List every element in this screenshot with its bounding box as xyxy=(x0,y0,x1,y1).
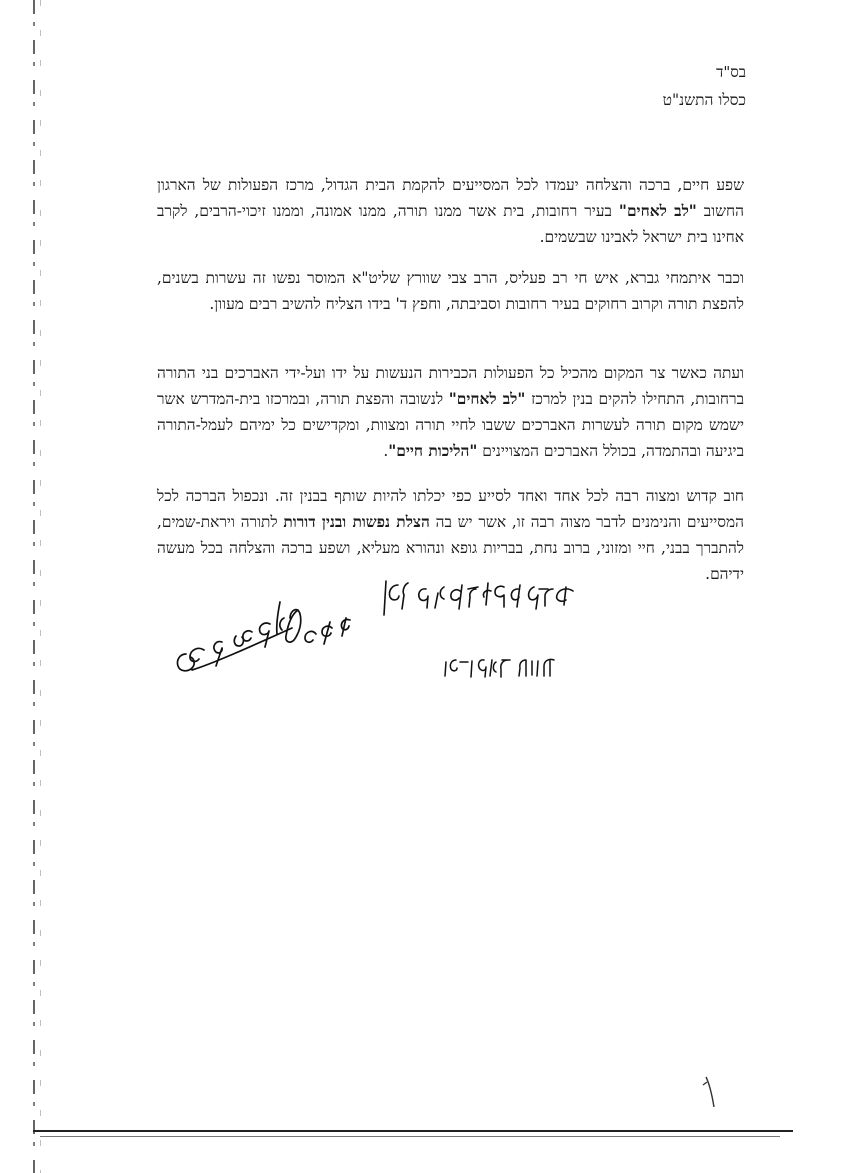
signature-3 xyxy=(172,598,358,698)
bottom-scan-line-faint xyxy=(40,1136,780,1137)
p3-text-a: ועתה כאשר צר המקום מהכיל כל הפעולות הכבירות הנעשות על ידו ועל-ידי האברכים בני התורה ברחובות, התחילו להקים בנין למרכז xyxy=(157,364,744,408)
p1-text-a: שפע חיים, ברכה והצלחה יעמדו לכל המסייעים להקמת הבית הגדול, מרכז הפעולות של הארגון החשוב xyxy=(157,176,744,220)
p3-text-c: . xyxy=(383,442,389,460)
paragraph-4 xyxy=(157,483,744,587)
p3-kollel-name: "הליכות חיים" xyxy=(388,442,478,460)
p4-bold-phrase: הצלת נפשות ובנין דורות xyxy=(283,513,430,531)
left-margin-scan-line xyxy=(33,0,35,1173)
paragraph-3 xyxy=(157,360,744,464)
bottom-scan-line xyxy=(33,1130,793,1132)
signature-2 xyxy=(438,652,560,684)
p2-text: וכבר איתמחי גברא, איש חי רב פעליס, הרב צבי שוורץ שליט"א המוסר נפשו זה עשרות בשנים, להפצת תורה וקרוב רחוקים בעיר רחובות וסביבתה, וחפץ ד' בידו הצליח להשיב רבים מעוון. xyxy=(157,269,744,313)
p3-org-name: "לב לאחים" xyxy=(448,390,526,408)
p1-org-name: "לב לאחים" xyxy=(618,202,697,220)
p4-text-a: חוב קדוש ומצוה רבה לכל אחד ואחד לסייע כפי יכלתו להיות שותף בבנין זה. ונכפול הברכה לכל המסייעים והנימנים לדבר מצוה רבה זו, אשר יש בה xyxy=(157,487,744,531)
scan-mark xyxy=(700,1075,720,1109)
bsd-header: בס"ד xyxy=(716,63,746,81)
left-margin-scan-line-faint xyxy=(40,0,41,1173)
signature-1 xyxy=(378,575,580,625)
letter-date: כסלו התשנ"ט xyxy=(662,91,746,109)
p1-text-b: בעיר רחובות, בית אשר ממנו תורה, ממנו אמונה, וממנו זיכוי-הרבים, לקרב אחינו בית ישראל לאבינו שבשמים. xyxy=(157,202,744,246)
paragraph-1 xyxy=(157,172,744,250)
p4-text-b: לתורה ויראת-שמים, להתברך בבני, חיי ומזוני, ברוב נחת, בבריות גופא ונהורא מעליא, ושפע ברכה והצלחה בכל מעשה ידיהם. xyxy=(157,513,744,583)
p3-text-b: לנשובה והפצת תורה, ובמרכזו בית-המדרש אשר ישמש מקום תורה לעשרות האברכים ששבו לחיי תורה ומצוות, ומקדישים כל ימיהם לעמל-התורה ביגיעה ובהתמדה, בכולל האברכים המצויינים xyxy=(157,390,744,460)
paragraph-2 xyxy=(157,265,744,317)
